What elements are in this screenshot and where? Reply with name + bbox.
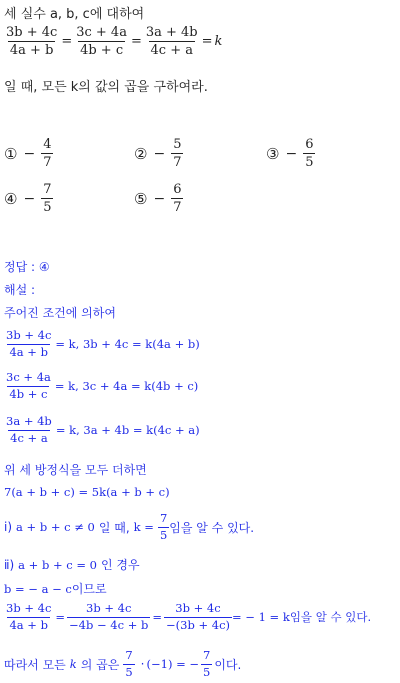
answer-line [4, 258, 50, 275]
final-fraction-2 [201, 650, 212, 678]
option-number: ④ [4, 189, 18, 208]
eq-rest: = k, 3a + 4b = k(4c + a) [55, 423, 200, 437]
chain-rest: = − 1 = k [232, 610, 290, 624]
minus-sign: − [153, 145, 166, 162]
option-4[interactable] [4, 183, 53, 214]
option-number: ③ [266, 144, 280, 163]
sum-equation [4, 485, 170, 499]
case-label: ⅰ) [4, 520, 13, 534]
fraction-denominator: 4c + a [150, 43, 193, 58]
option-number: ① [4, 144, 18, 163]
fraction-denominator: 4a + b [9, 43, 54, 58]
eq-fraction [4, 372, 53, 400]
b-tail: 이므로 [71, 582, 107, 596]
case-tail: 임을 알 수 있다. [169, 520, 255, 535]
fraction-denominator: 4b + c [9, 386, 48, 401]
case-k: k = [133, 520, 154, 534]
fraction-denominator: 4b + c [80, 43, 124, 58]
chain-fraction-3 [164, 603, 232, 631]
b-substitution [4, 580, 107, 597]
option-5[interactable] [134, 183, 183, 214]
fraction-denominator: 4a + b [9, 617, 48, 632]
final-mid: 의 곱은 [80, 657, 120, 672]
question-intro-text: 세 실수 a, b, c에 대하여 [4, 7, 145, 22]
option-number: ② [134, 144, 148, 163]
given-text-content: 주어진 조건에 의하여 [4, 306, 116, 320]
fraction-numerator: 3c + 4a [6, 370, 51, 384]
fraction-denominator: 5 [305, 155, 314, 170]
add-text-content: 위 세 방정식을 모두 더하면 [4, 463, 147, 477]
fraction-numerator: 7 [203, 648, 211, 662]
fraction-numerator: 3b + 4c [86, 601, 132, 615]
times-dot: · [140, 657, 145, 671]
case-condition: a + b + c ≠ 0 [16, 520, 95, 534]
minus-sign: − [153, 190, 166, 207]
option-fraction [303, 138, 315, 169]
explanation-heading [4, 281, 35, 298]
fraction-denominator: 4a + b [9, 344, 48, 359]
fraction-denominator: 5 [203, 664, 211, 679]
fraction-denominator: 5 [125, 664, 133, 679]
chain-fraction-2 [67, 603, 150, 631]
eq-fraction [4, 330, 53, 358]
case-mid-text: 일 때, [98, 520, 130, 535]
eq-fraction [4, 416, 54, 444]
chain-equation: $\frac{3b + 4c}{4a + b}$ = $\frac{3b + 4c}{-4b - 4c + b}$ = $\frac{3b + 4c}{-(3b + 4c)}$ = − 1 = k 임을 알 수 있다. [6, 601, 372, 632]
option-2[interactable] [134, 138, 183, 169]
option-1[interactable] [4, 138, 53, 169]
case-1 [4, 513, 254, 541]
minus-sign: − [23, 145, 36, 162]
question-prompt [4, 76, 208, 95]
solution-eq-line-2 [4, 372, 200, 400]
eq-rest: = k, 3c + 4a = k(4b + c) [54, 379, 199, 393]
final-neg: (−1) = − [146, 657, 200, 671]
fraction-numerator: 3b + 4c [6, 601, 52, 615]
equals-sign: = [61, 34, 73, 49]
case-fraction [158, 513, 169, 541]
answer-label: 정답 : ④ [4, 260, 50, 274]
final-prefix: 따라서 모든 [4, 657, 66, 672]
equals-sign: = [130, 34, 142, 49]
fraction-numerator: 3c + 4a [76, 25, 127, 40]
case-2 [4, 556, 140, 573]
fraction-numerator: 7 [43, 182, 52, 197]
chain-fraction-1 [4, 603, 53, 631]
fraction-denominator: 4c + a [10, 430, 48, 445]
chain-tail: 임을 알 수 있다. [289, 610, 372, 624]
final-tail: 이다. [214, 657, 242, 672]
b-expression: b = − a − c [4, 581, 72, 596]
fraction-denominator: 7 [173, 155, 182, 170]
question-prompt-text: 일 때, 모든 k의 값의 곱을 구하여라. [4, 80, 208, 95]
option-fraction [41, 183, 53, 214]
equation-fraction-1 [4, 26, 59, 57]
option-fraction [41, 138, 53, 169]
explanation-label: 해설 : [4, 283, 36, 297]
fraction-numerator: 3a + 4b [145, 25, 198, 40]
question-intro [4, 3, 144, 22]
given-text [4, 304, 116, 321]
fraction-denominator: 5 [159, 527, 168, 542]
final-k: k [69, 657, 77, 671]
option-fraction [171, 183, 183, 214]
fraction-numerator: 7 [159, 511, 168, 525]
add-text [4, 461, 147, 478]
option-number: ⑤ [134, 189, 148, 208]
final-line [4, 650, 241, 678]
eq-rest: = k, 3b + 4c = k(4a + b) [55, 337, 200, 351]
fraction-denominator: −4b − 4c + b [69, 617, 149, 632]
option-fraction [171, 138, 183, 169]
fraction-denominator: 7 [173, 200, 182, 215]
fraction-numerator: 4 [43, 137, 52, 152]
fraction-numerator: 3b + 4c [6, 25, 58, 40]
fraction-numerator: 3a + 4b [6, 414, 52, 428]
sum-equation-text: 7(a + b + c) = 5k(a + b + c) [4, 485, 170, 499]
equals-sign: = [201, 34, 213, 49]
case-condition: a + b + c = 0 [18, 557, 97, 572]
equation-rhs: k [214, 34, 223, 49]
fraction-denominator: 5 [43, 200, 52, 215]
case-label: ⅱ) [4, 557, 15, 572]
minus-sign: − [285, 145, 298, 162]
question-equation [4, 26, 222, 57]
solution-eq-line-1 [4, 330, 202, 358]
solution-eq-line-3 [4, 416, 202, 444]
fraction-numerator: 5 [173, 137, 182, 152]
fraction-denominator: 7 [43, 155, 52, 170]
option-3[interactable] [266, 138, 315, 169]
equation-fraction-3 [144, 26, 200, 57]
fraction-numerator: 6 [173, 182, 182, 197]
fraction-numerator: 6 [305, 137, 314, 152]
minus-sign: − [23, 190, 36, 207]
case-tail: 인 경우 [101, 558, 140, 572]
fraction-denominator: −(3b + 4c) [166, 617, 230, 632]
fraction-numerator: 3b + 4c [175, 601, 221, 615]
final-fraction-1 [123, 650, 134, 678]
fraction-numerator: 3b + 4c [6, 328, 52, 342]
equation-fraction-2 [74, 26, 129, 57]
fraction-numerator: 7 [125, 648, 133, 662]
